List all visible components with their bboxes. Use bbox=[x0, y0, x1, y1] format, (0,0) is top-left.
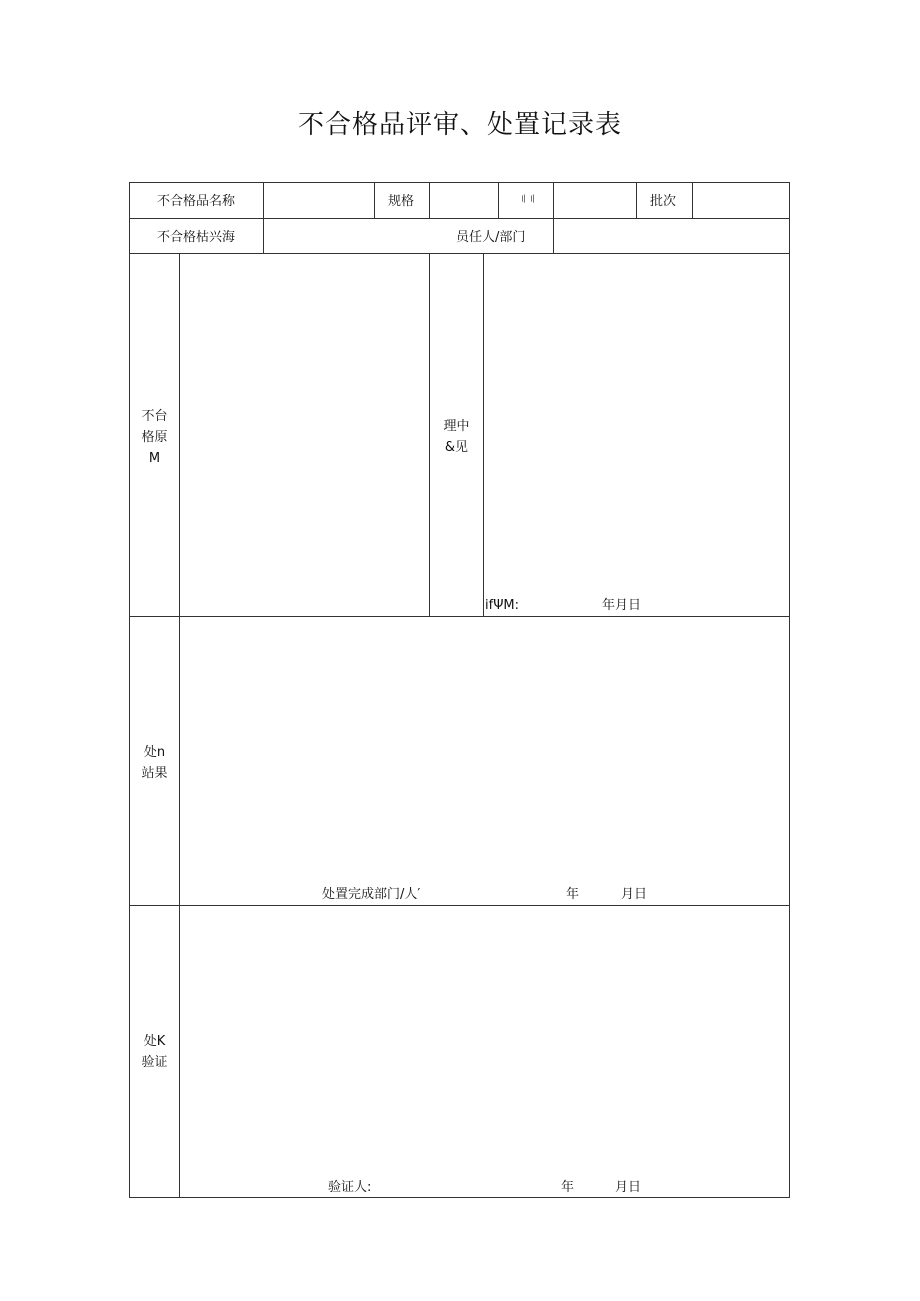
label-line: 站果 bbox=[141, 766, 168, 781]
result-monthday-label: 月日 bbox=[621, 887, 648, 902]
label-line: &见 bbox=[444, 440, 469, 455]
result-year-label: 年 bbox=[566, 887, 580, 902]
nonconformity-source-label: 不合格枯兴海 bbox=[157, 230, 236, 245]
responsible-dept-field[interactable] bbox=[554, 219, 789, 252]
batch-field[interactable] bbox=[693, 183, 789, 217]
label-line: M bbox=[148, 451, 161, 466]
handling-opinion-field[interactable] bbox=[484, 254, 789, 594]
handling-opinion-label bbox=[430, 416, 483, 458]
handling-result-field[interactable] bbox=[180, 617, 789, 881]
spec-label: 规格 bbox=[388, 194, 415, 209]
verify-year-label: 年 bbox=[561, 1180, 575, 1195]
verifier-label: 验证人: bbox=[328, 1180, 372, 1195]
col-divider bbox=[374, 182, 375, 218]
label-line: 验证 bbox=[141, 1055, 168, 1070]
label-line: 处n bbox=[143, 745, 166, 760]
label-line: 不台 bbox=[141, 409, 168, 424]
col-divider bbox=[498, 182, 499, 218]
product-name-field[interactable] bbox=[264, 183, 373, 217]
verify-monthday-label: 月日 bbox=[615, 1180, 642, 1195]
label-line: 理中 bbox=[443, 419, 470, 434]
opinion-signer-label: ifΨM: bbox=[485, 598, 520, 613]
page-title: 不合格品评审、处置记录表 bbox=[297, 110, 622, 140]
label-line: 格原 bbox=[141, 430, 168, 445]
col-divider bbox=[636, 182, 637, 218]
opinion-date-label: 年月日 bbox=[602, 598, 642, 613]
batch-label: 批次 bbox=[650, 194, 677, 209]
label-line: 处K bbox=[143, 1034, 166, 1049]
responsible-dept-label: 员任人/部门 bbox=[456, 230, 526, 245]
spec-field[interactable] bbox=[430, 183, 497, 217]
quantity-label: 〢〢 bbox=[519, 195, 538, 205]
handling-verification-field[interactable] bbox=[180, 906, 789, 1174]
handling-result-label bbox=[130, 742, 179, 784]
nonconformity-reason-field[interactable] bbox=[180, 254, 428, 615]
nonconformity-reason-label bbox=[130, 406, 179, 469]
product-name-label: 不合格品名称 bbox=[157, 194, 236, 209]
completion-dept-label: 处置完成部门/人′ bbox=[322, 887, 421, 902]
quantity-field[interactable] bbox=[554, 183, 635, 217]
handling-verification-label bbox=[130, 1031, 179, 1073]
